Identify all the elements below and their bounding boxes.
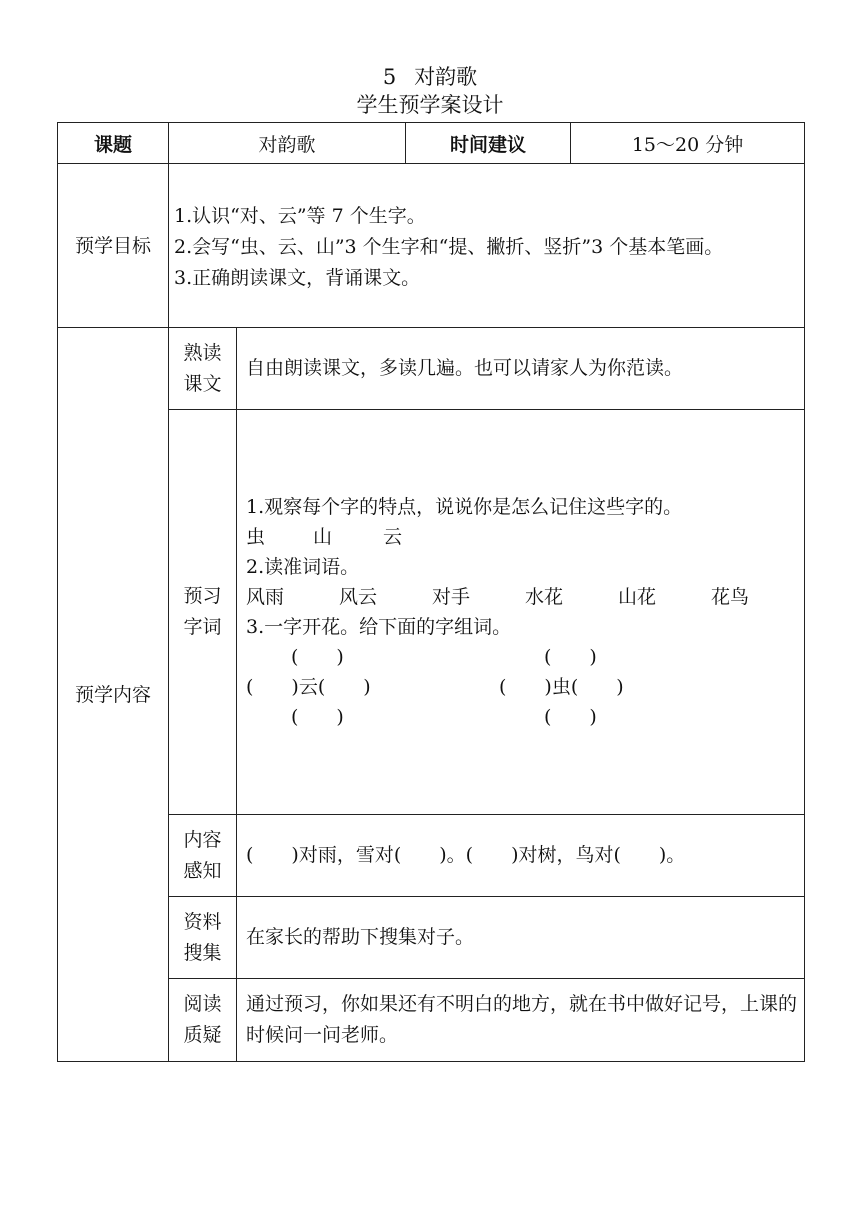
questions-row bbox=[58, 979, 805, 1062]
label-line: 课文 bbox=[183, 372, 222, 395]
label-line: 质疑 bbox=[183, 1024, 222, 1046]
collect-label bbox=[169, 897, 237, 979]
words-label bbox=[169, 410, 237, 815]
flower-yun-middle: ( )云( ) bbox=[246, 676, 371, 698]
goal-item: 3.正确朗读课文，背诵课文。 bbox=[174, 267, 421, 289]
label-line: 内容 bbox=[183, 828, 222, 851]
lesson-name: 对韵歌 bbox=[414, 65, 478, 89]
questions-text: 通过预习，你如果还有不明白的地方，就在书中做好记号，上课的时候问一问老师。 bbox=[237, 979, 805, 1062]
goals-content bbox=[169, 164, 805, 328]
words-item-2: 2.读准词语。 bbox=[246, 556, 360, 578]
time-label: 时间建议 bbox=[406, 123, 571, 164]
collect-text: 在家长的帮助下搜集对子。 bbox=[237, 897, 805, 979]
label-line: 阅读 bbox=[183, 993, 222, 1015]
word: 风云 bbox=[339, 586, 378, 608]
perception-text: ( )对雨，雪对( )。( )对树，鸟对( )。 bbox=[237, 815, 805, 897]
flower-chong-bottom: ( ) bbox=[544, 706, 597, 728]
label-line: 预习 bbox=[183, 585, 222, 607]
word: 水花 bbox=[525, 586, 564, 608]
word-list bbox=[246, 582, 804, 612]
char: 山 bbox=[313, 526, 333, 548]
goal-item: 2.会写“虫、云、山”3 个生字和“提、撇折、竖折”3 个基本笔画。 bbox=[174, 236, 724, 258]
word: 对手 bbox=[432, 586, 471, 608]
words-item-3: 3.一字开花。给下面的字组词。 bbox=[246, 616, 512, 638]
char: 虫 bbox=[246, 526, 266, 548]
lesson-number: 5 bbox=[382, 65, 397, 89]
flower-chong-top: ( ) bbox=[544, 646, 597, 668]
flower-yun-bottom: ( ) bbox=[291, 706, 344, 728]
study-plan-table bbox=[57, 122, 805, 1062]
goal-item: 1.认识“对、云”等 7 个生字。 bbox=[174, 205, 426, 227]
reading-row bbox=[58, 328, 805, 410]
flower-yun-top: ( ) bbox=[291, 646, 344, 668]
time-value: 15～20 分钟 bbox=[571, 123, 805, 164]
questions-label bbox=[169, 979, 237, 1062]
header-row bbox=[58, 123, 805, 164]
label-line: 资料 bbox=[183, 910, 222, 933]
reading-text: 自由朗读课文，多读几遍。也可以请家人为你范读。 bbox=[237, 328, 805, 410]
collect-row bbox=[58, 897, 805, 979]
label-line: 搜集 bbox=[183, 941, 222, 964]
reading-label bbox=[169, 328, 237, 410]
topic-value: 对韵歌 bbox=[169, 123, 406, 164]
char-list bbox=[246, 522, 804, 552]
goals-row bbox=[58, 164, 805, 328]
document-title bbox=[0, 64, 860, 90]
content-label: 预学内容 bbox=[58, 328, 169, 1062]
perception-row bbox=[58, 815, 805, 897]
char: 云 bbox=[383, 526, 403, 548]
word: 花鸟 bbox=[711, 586, 750, 608]
label-line: 感知 bbox=[183, 859, 222, 882]
words-item-1: 1.观察每个字的特点，说说你是怎么记住这些字的。 bbox=[246, 496, 683, 518]
flower-chong-middle: ( )虫( ) bbox=[499, 676, 624, 698]
word: 山花 bbox=[618, 586, 657, 608]
label-line: 熟读 bbox=[183, 341, 222, 364]
label-line: 字词 bbox=[183, 616, 222, 638]
words-row bbox=[58, 410, 805, 815]
document-subtitle: 学生预学案设计 bbox=[356, 93, 504, 117]
topic-label: 课题 bbox=[58, 123, 169, 164]
word: 风雨 bbox=[246, 586, 285, 608]
perception-label bbox=[169, 815, 237, 897]
goals-label: 预学目标 bbox=[58, 164, 169, 328]
word-flower-exercise bbox=[246, 642, 804, 734]
words-content bbox=[237, 410, 805, 815]
